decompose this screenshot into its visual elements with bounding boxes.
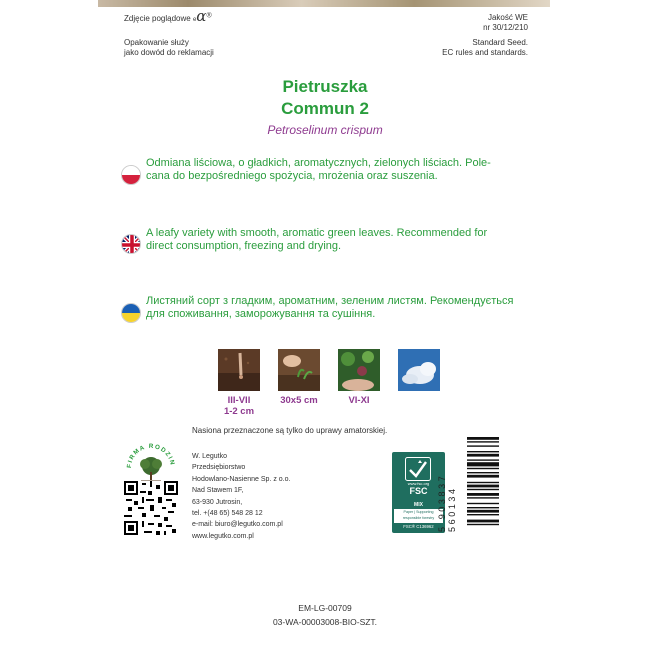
phone-number: tel. +(48 65) 548 28 12 <box>192 510 263 518</box>
top-photo-strip <box>98 0 550 7</box>
standard-line-1: Standard Seed. <box>472 38 528 47</box>
fsc-paper-box <box>394 509 443 523</box>
description-polish <box>146 157 530 183</box>
registered-mark: ® <box>206 12 212 20</box>
description-line: Odmiana liściowa, o gładkich, aromatycznych, zielonych liściach. Pole- <box>146 157 491 169</box>
logo-prefix: e <box>192 17 197 23</box>
sowing-months: III-VII <box>227 395 251 406</box>
packaging-line-1: Opakowanie służy <box>124 38 189 47</box>
quality-block <box>420 13 528 33</box>
plant-spacing: 30x5 cm <box>280 395 318 406</box>
poland-flag-icon <box>121 165 141 185</box>
standard-line-2: EC rules and standards. <box>442 48 528 57</box>
fsc-mix: MIX <box>414 502 423 508</box>
description-ukrainian <box>146 295 530 321</box>
company-address <box>192 451 290 542</box>
address-line: Przedsiębiorstwo <box>192 464 246 472</box>
quality-line-2: nr 30/12/210 <box>483 23 528 32</box>
packaging-line-2: jako dowód do reklamacji <box>124 48 214 57</box>
preview-photo-notice <box>124 7 212 25</box>
standard-notice <box>400 38 528 58</box>
product-name-line-2: Commun 2 <box>281 99 369 118</box>
description-line: direct consumption, freezing and drying. <box>146 240 342 252</box>
amateur-use-notice: Nasiona przeznaczone są tylko do uprawy amatorskiej. <box>192 426 388 435</box>
qr-code <box>124 481 178 535</box>
harvest-months: VI-XI <box>348 395 370 406</box>
fsc-paper-text: Paper | Supporting <box>403 510 434 514</box>
alpha-logo-icon: α <box>196 7 207 25</box>
latin-name: Petroselinum crispum <box>267 123 383 137</box>
barcode-digits: 5 903837 560134 <box>437 473 457 532</box>
uk-flag-icon <box>121 234 141 254</box>
fsc-logo-text: FSC <box>409 486 428 496</box>
barcode <box>467 436 499 536</box>
registration-code: 03-WA-00003008-BIO-SZT. <box>272 617 378 627</box>
description-line: A leafy variety with smooth, aromatic green leaves. Recommended for <box>146 227 488 239</box>
packaging-notice <box>124 38 214 58</box>
fsc-license-code: FSC® C136962 <box>403 524 434 529</box>
website: www.legutko.com.pl <box>192 532 254 540</box>
description-english <box>146 227 530 253</box>
sowing-photo <box>218 349 260 391</box>
quality-line-1: Jakość WE <box>487 13 528 22</box>
address-line: Hodowlano-Nasienne Sp. z o.o. <box>192 475 291 483</box>
sowing-depth: 1-2 cm <box>223 406 255 417</box>
planting-photo <box>278 349 320 391</box>
description-line: cana do bezpośredniego spożycia, mrożenia oraz suszenia. <box>146 170 438 182</box>
ukraine-flag-icon <box>121 303 141 323</box>
email-address: e-mail: biuro@legutko.com.pl <box>192 521 283 529</box>
fsc-tree-checkmark-icon <box>405 457 431 481</box>
harvest-photo <box>338 349 380 391</box>
fsc-paper-text: responsible forestry <box>402 515 435 520</box>
description-line: для споживання, заморожування та сушіння. <box>146 308 376 320</box>
company-logo-text: FIRMA RODZIN <box>125 442 176 469</box>
address-line: 63-930 Jutrosin, <box>192 498 243 506</box>
fsc-url: www.fsc.org <box>407 481 430 486</box>
product-code: EM-LG-00709 <box>298 603 352 613</box>
product-name-line-1: Pietruszka <box>282 77 368 96</box>
address-line: Nad Stawem 1F, <box>192 487 244 495</box>
description-line: Листяний сорт з гладким, ароматним, зеленим листям. Рекомендується <box>146 295 514 307</box>
sky-photo <box>398 349 440 391</box>
company-name: W. Legutko <box>192 453 228 460</box>
preview-label: Zdjęcie poglądowe <box>124 14 191 23</box>
